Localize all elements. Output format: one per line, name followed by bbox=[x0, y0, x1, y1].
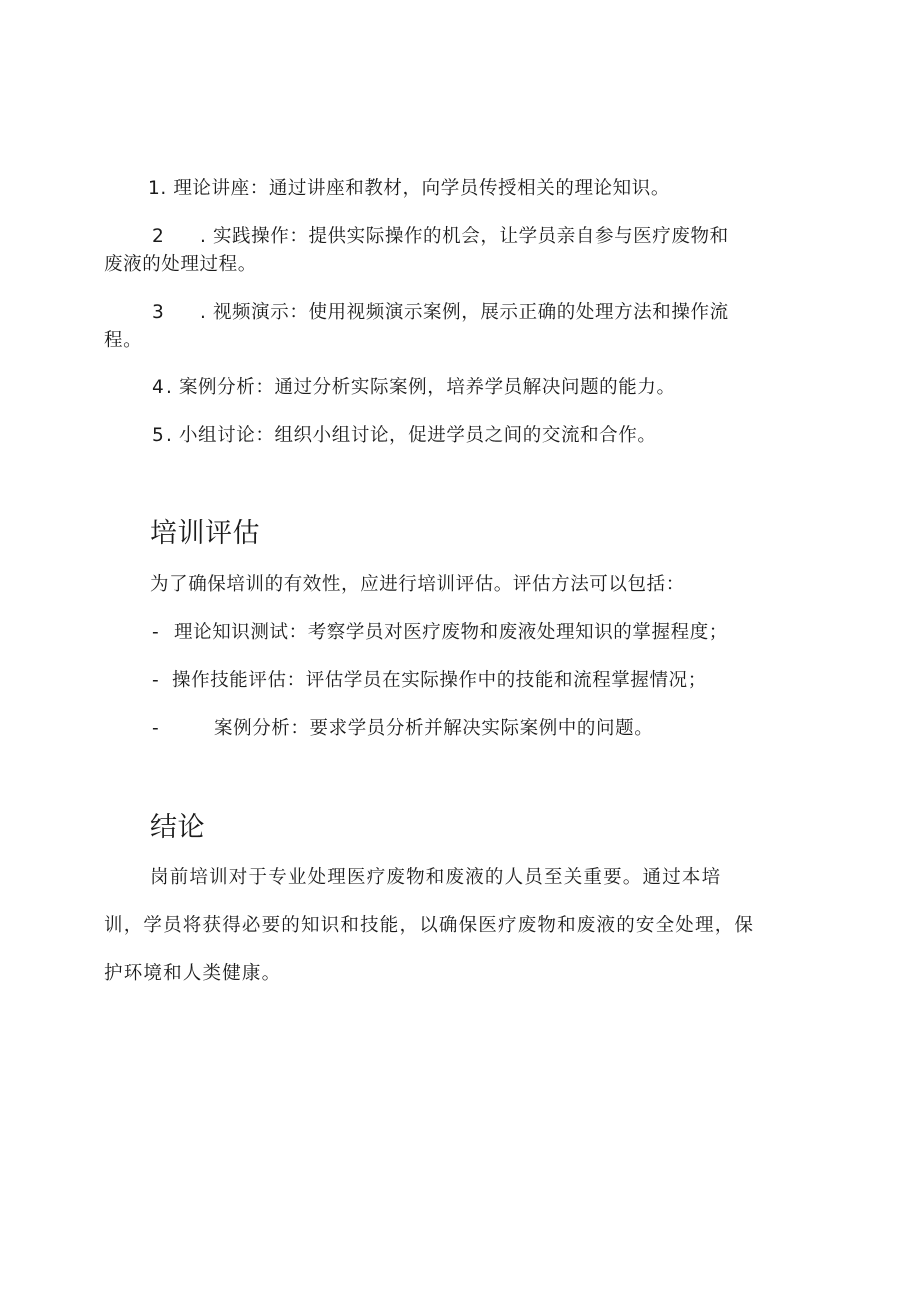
evaluation-item-text: 理论知识测试：考察学员对医疗废物和废液处理知识的掌握程度； bbox=[174, 622, 728, 643]
method-number: 5 bbox=[152, 425, 165, 446]
evaluation-heading: 培训评估 bbox=[150, 518, 260, 549]
method-text: . 视频演示：使用视频演示案例，展示正确的处理方法和操作流 bbox=[200, 302, 729, 323]
method-number: 3 bbox=[152, 302, 165, 323]
evaluation-item bbox=[152, 621, 728, 645]
method-item bbox=[152, 424, 656, 448]
evaluation-item-text: 操作技能评估：评估学员在实际操作中的技能和流程掌握情况； bbox=[172, 670, 707, 691]
method-item bbox=[152, 225, 729, 249]
bullet-dash: - bbox=[152, 670, 160, 691]
evaluation-item bbox=[152, 669, 707, 693]
evaluation-item bbox=[152, 717, 653, 741]
method-continuation: 废液的处理过程。 bbox=[104, 254, 257, 275]
conclusion-heading: 结论 bbox=[150, 812, 205, 843]
method-number: 1 bbox=[148, 178, 161, 199]
method-number: 2 bbox=[152, 226, 165, 247]
conclusion-line: 训，学员将获得必要的知识和技能，以确保医疗废物和废液的安全处理，保 bbox=[104, 915, 755, 936]
method-text: . 小组讨论：组织小组讨论，促进学员之间的交流和合作。 bbox=[166, 425, 657, 446]
method-text: . 理论讲座：通过讲座和教材，向学员传授相关的理论知识。 bbox=[160, 178, 670, 199]
method-text: . 案例分析：通过分析实际案例，培养学员解决问题的能力。 bbox=[166, 377, 676, 398]
conclusion-line: 护环境和人类健康。 bbox=[104, 963, 282, 984]
evaluation-item-text: 案例分析：要求学员分析并解决实际案例中的问题。 bbox=[214, 718, 654, 739]
conclusion-line: 岗前培训对于专业处理医疗废物和废液的人员至关重要。通过本培 bbox=[150, 867, 722, 888]
evaluation-intro: 为了确保培训的有效性，应进行培训评估。评估方法可以包括： bbox=[150, 574, 685, 595]
bullet-dash: - bbox=[152, 622, 160, 643]
method-item bbox=[152, 301, 729, 325]
method-continuation: 程。 bbox=[104, 330, 143, 351]
method-item bbox=[148, 177, 670, 201]
bullet-dash: - bbox=[152, 718, 160, 739]
method-item bbox=[152, 376, 676, 400]
method-text: . 实践操作：提供实际操作的机会，让学员亲自参与医疗废物和 bbox=[200, 226, 729, 247]
method-number: 4 bbox=[152, 377, 165, 398]
